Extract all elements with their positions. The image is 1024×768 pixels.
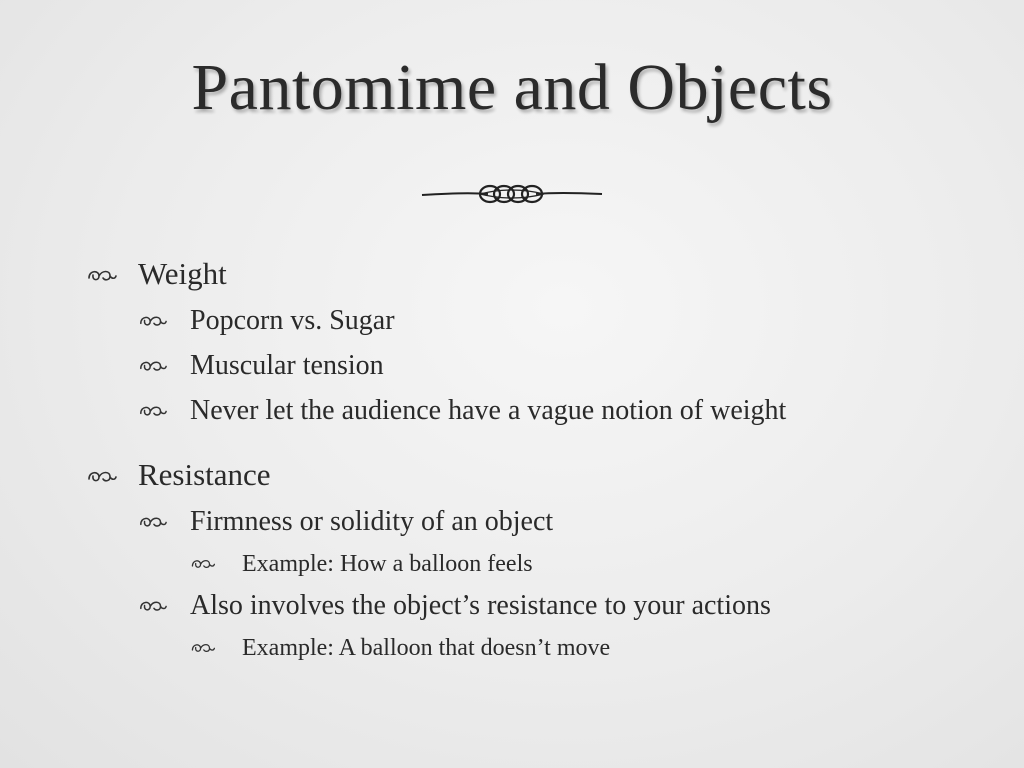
ornamental-divider-icon bbox=[418, 178, 606, 210]
ornate-swirl-icon bbox=[138, 513, 190, 530]
ornate-swirl-icon bbox=[86, 266, 138, 284]
bullet-weight bbox=[86, 254, 986, 294]
ornate-swirl-icon bbox=[138, 597, 190, 614]
ornate-swirl-icon bbox=[138, 402, 190, 419]
bullet-firmness bbox=[138, 504, 986, 540]
ornate-swirl-icon bbox=[138, 357, 190, 374]
bullet-label: Example: How a balloon feels bbox=[242, 551, 533, 577]
slide-title: Pantomime and Objects bbox=[191, 51, 833, 124]
bullet-muscular-tension bbox=[138, 348, 986, 384]
bullet-example-feels bbox=[190, 549, 986, 579]
bullet-vague-notion bbox=[138, 393, 986, 429]
bullet-label: Example: A balloon that doesn’t move bbox=[242, 635, 611, 661]
ornate-swirl-icon bbox=[190, 556, 242, 571]
bullet-label: Resistance bbox=[138, 457, 271, 492]
bullet-label: Muscular tension bbox=[190, 350, 384, 381]
ornate-swirl-icon bbox=[190, 640, 242, 655]
bullet-label: Also involves the object’s resistance to your actions bbox=[190, 590, 771, 621]
bullet-resistance bbox=[86, 455, 986, 495]
ornate-swirl-icon bbox=[86, 467, 138, 485]
bullet-list bbox=[86, 254, 986, 663]
bullet-popcorn bbox=[138, 303, 986, 339]
ornate-swirl-icon bbox=[138, 312, 190, 329]
bullet-example-doesnt-move bbox=[190, 633, 986, 663]
bullet-label: Never let the audience have a vague notion of weight bbox=[190, 395, 787, 426]
bullet-also-involves bbox=[138, 588, 986, 624]
bullet-label: Firmness or solidity of an object bbox=[190, 506, 554, 537]
bullet-label: Weight bbox=[138, 256, 227, 291]
bullet-label: Popcorn vs. Sugar bbox=[190, 305, 395, 336]
